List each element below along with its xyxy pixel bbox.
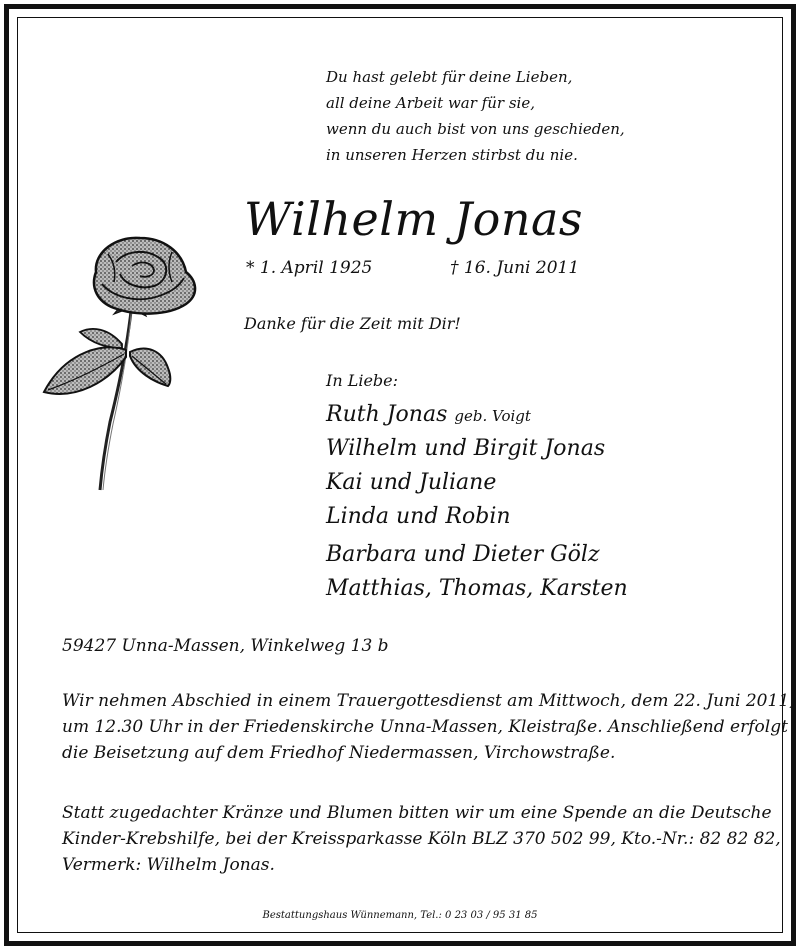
address: 59427 Unna-Massen, Winkelweg 13 b bbox=[62, 636, 389, 656]
service-info bbox=[62, 688, 795, 766]
deceased-name: Wilhelm Jonas bbox=[244, 192, 583, 246]
mourner-line bbox=[326, 542, 600, 567]
mourner-note: geb. Voigt bbox=[454, 407, 531, 425]
birth-date: * 1. April 1925 bbox=[246, 258, 373, 278]
poem-line: Du hast gelebt für deine Lieben, bbox=[326, 68, 573, 86]
poem-line: wenn du auch bist von uns geschieden, bbox=[326, 120, 625, 138]
mourner-line bbox=[326, 402, 531, 427]
mourner-line bbox=[326, 576, 628, 601]
poem-line: in unseren Herzen stirbst du nie. bbox=[326, 146, 578, 164]
mourner-name: Linda und Robin bbox=[326, 504, 511, 529]
mourner-name: Ruth Jonas bbox=[326, 402, 448, 427]
donation-line: Statt zugedachter Kränze und Blumen bitten wir um eine Spende an die Deutsche bbox=[62, 803, 772, 823]
mourner-name: Matthias, Thomas, Karsten bbox=[326, 576, 628, 601]
mourner-line bbox=[326, 504, 511, 529]
mourner-line bbox=[326, 436, 605, 461]
mourners-intro: In Liebe: bbox=[326, 371, 399, 390]
thanks-text: Danke für die Zeit mit Dir! bbox=[244, 314, 461, 333]
mourner-line bbox=[326, 470, 496, 495]
poem bbox=[326, 64, 625, 168]
service-line: die Beisetzung auf dem Friedhof Niedermassen, Virchowstraße. bbox=[62, 743, 616, 763]
service-line: um 12.30 Uhr in der Friedenskirche Unna-Massen, Kleistraße. Anschließend erfolgt bbox=[62, 717, 788, 737]
mourner-name: Wilhelm und Birgit Jonas bbox=[326, 436, 606, 461]
poem-line: all deine Arbeit war für sie, bbox=[326, 94, 535, 112]
death-date: † 16. Juni 2011 bbox=[450, 258, 580, 278]
mourner-name: Barbara und Dieter Gölz bbox=[326, 542, 600, 567]
donation-line: Vermerk: Wilhelm Jonas. bbox=[62, 855, 275, 875]
rose-icon bbox=[36, 232, 216, 494]
donation-line: Kinder-Krebshilfe, bei der Kreissparkasse Köln BLZ 370 502 99, Kto.-Nr.: 82 82 82, bbox=[62, 829, 781, 849]
mourner-name: Kai und Juliane bbox=[326, 470, 497, 495]
donation-info bbox=[62, 800, 781, 878]
service-line: Wir nehmen Abschied in einem Trauergottesdienst am Mittwoch, dem 22. Juni 2011, bbox=[62, 691, 795, 711]
funeral-home-footer: Bestattungshaus Wünnemann, Tel.: 0 23 03 / 95 31 85 bbox=[262, 910, 538, 921]
